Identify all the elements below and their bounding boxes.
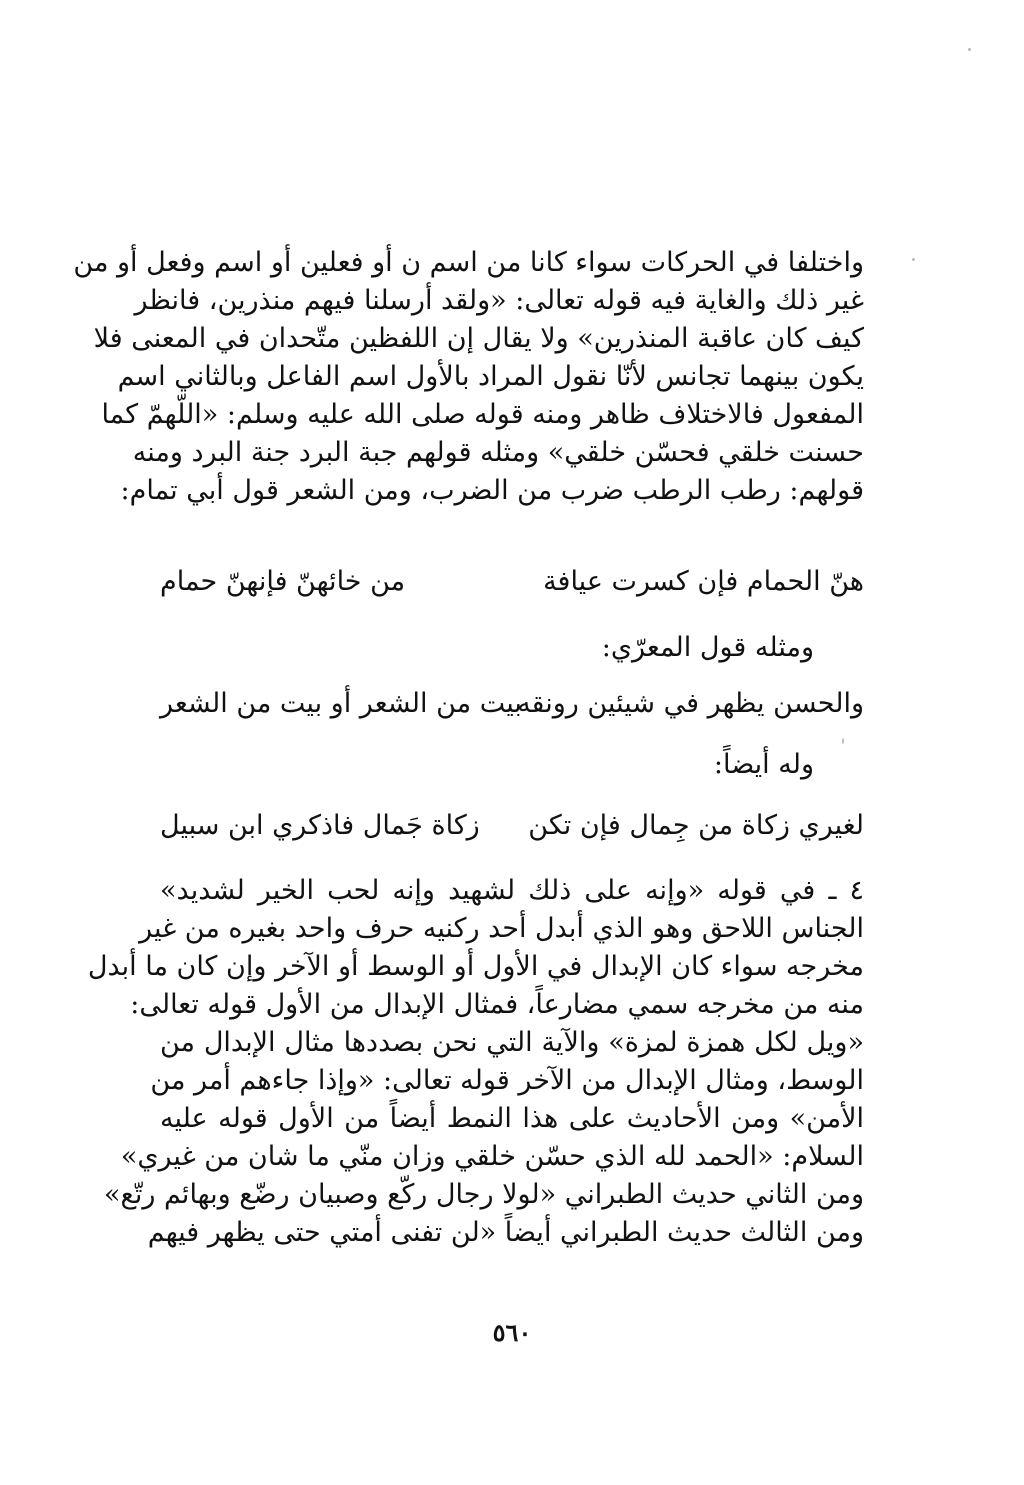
paragraph-2 bbox=[87, 872, 864, 1252]
text-line: الجناس اللاحق وهو الذي أبدل أحد ركنيه حرف واحد بغيره من غير bbox=[139, 913, 864, 944]
verse-second-hemistich: زكاة جَمال فاذكري ابن سبيل bbox=[160, 810, 480, 841]
scan-speck bbox=[912, 258, 915, 261]
verse-second-hemistich: بيت من الشعر أو بيت من الشعر bbox=[160, 688, 522, 719]
text-line: «ويل لكل همزة لمزة» والآية التي نحن بصددها مثال الإبدال من bbox=[160, 1027, 864, 1058]
verse-first-hemistich: هنّ الحمام فإن كسرت عيافة bbox=[543, 566, 864, 597]
text-line: منه من مخرجه سمي مضارعاً، فمثال الإبدال من الأول قوله تعالى: bbox=[130, 989, 864, 1020]
verse-3 bbox=[160, 806, 864, 846]
page-number: ٥٦٠ bbox=[492, 1318, 532, 1347]
verse-intro: ومثله قول المعرّي: bbox=[601, 632, 814, 663]
paragraph-1 bbox=[73, 244, 864, 510]
text-line: الأمن» ومن الأحاديث على هذا النمط أيضاً من الأول قوله عليه bbox=[160, 1103, 864, 1134]
text-line: قولهم: رطب الرطب ضرب من الضرب، ومن الشعر قول أبي تمام: bbox=[120, 475, 864, 506]
text-line: واختلفا في الحركات سواء كانا من اسم ن أو فعلين أو اسم وفعل أو من bbox=[73, 247, 864, 278]
verse-first-hemistich: والحسن يظهر في شيئين رونقه bbox=[517, 688, 864, 719]
text-line: مخرجه سواء كان الإبدال في الأول أو الوسط أو الآخر وإن كان ما أبدل bbox=[87, 951, 864, 982]
scan-speck bbox=[968, 48, 971, 51]
verse-second-hemistich: من خائهنّ فإنهنّ حمام bbox=[160, 566, 406, 597]
verse-first-hemistich: لغيري زكاة من جِمال فإن تكن bbox=[528, 810, 864, 841]
text-line: ومن الثاني حديث الطبراني «لولا رجال ركّع وصبيان رضّع وبهائم رتّع» bbox=[103, 1179, 864, 1210]
verse-2 bbox=[160, 684, 864, 724]
text-line: ومن الثالث حديث الطبراني أيضاً «لن تفنى أمتي حتى يظهر فيهم bbox=[147, 1217, 864, 1248]
text-line: حسنت خلقي فحسّن خلقي» ومثله قولهم جبة البرد جنة البرد ومنه bbox=[132, 437, 864, 468]
verse-1 bbox=[160, 562, 864, 602]
text-line: ٤ ـ في قوله «وإنه على ذلك لشهيد وإنه لحب الخير لشديد» bbox=[160, 875, 864, 906]
scan-speck bbox=[842, 738, 844, 744]
text-line: الوسط، ومثال الإبدال من الآخر قوله تعالى: «وإذا جاءهم أمر من bbox=[150, 1065, 864, 1096]
text-line: كيف كان عاقبة المنذرين» ولا يقال إن اللفظين متّحدان في المعنى فلا bbox=[93, 323, 864, 354]
text-line: غير ذلك والغاية فيه قوله تعالى: «ولقد أرسلنا فيهم منذرين، فانظر bbox=[134, 285, 864, 316]
text-line: يكون بينهما تجانس لأنّا نقول المراد بالأول اسم الفاعل وبالثاني اسم bbox=[117, 361, 864, 392]
verse-intro: وله أيضاً: bbox=[713, 749, 814, 780]
text-line: المفعول فالاختلاف ظاهر ومنه قوله صلى الله عليه وسلم: «اللّهمّ كما bbox=[101, 399, 864, 430]
text-line: السلام: «الحمد لله الذي حسّن خلقي وزان منّي ما شان من غيري» bbox=[120, 1141, 864, 1172]
